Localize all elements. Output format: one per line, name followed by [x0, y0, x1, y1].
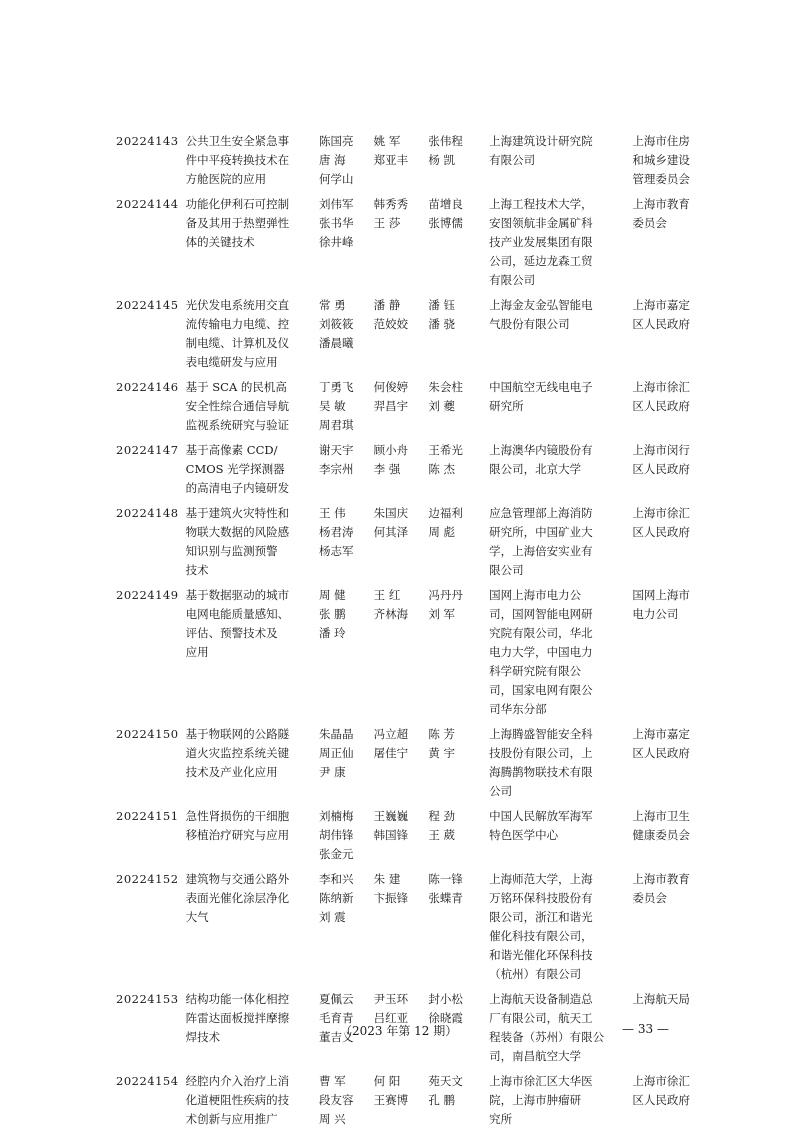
project-id: 20224148 — [116, 506, 179, 520]
table-row — [112, 296, 712, 372]
project-id: 20224150 — [116, 727, 179, 741]
project-name: 公共卫生安全紧急事 件中平疫转换技术在 方舱医院的应用 — [185, 134, 290, 186]
members-col1: 李和兴 陈纳新 刘 震 — [318, 872, 354, 924]
table-row — [112, 586, 712, 719]
project-name: 基于建筑火灾特性和 物联大数据的风险感 知识别与监测预警 技术 — [185, 506, 290, 577]
members-col3: 潘 钰 潘 骁 — [428, 298, 456, 331]
members-col3: 封小松 徐晓霞 — [428, 992, 463, 1025]
members-col3: 张伟程 杨 凯 — [428, 134, 463, 167]
organization: 中国航空无线电电子 研究所 — [489, 380, 593, 413]
project-id: 20224143 — [116, 134, 179, 148]
members-col1: 刘楠梅 胡伟锋 张金元 — [318, 809, 354, 861]
members-col3: 苑天文 孔 鹏 — [428, 1074, 463, 1107]
project-id: 20224147 — [116, 443, 179, 457]
table-row — [112, 807, 712, 864]
project-id: 20224149 — [116, 588, 179, 602]
members-col2: 王巍巍 韩国锋 — [373, 809, 409, 842]
project-name: 经腔内介入治疗上消 化道梗阻性疾病的技 术创新与应用推广 — [185, 1074, 290, 1126]
project-id: 20224153 — [116, 992, 179, 1006]
organization: 上海腾盛智能安全科 技股份有限公司，上 海腾鹊物联技术有限 公司 — [489, 727, 593, 798]
recommender: 上海市嘉定 区人民政府 — [632, 727, 690, 760]
members-col1: 王 伟 杨君涛 杨志军 — [318, 506, 354, 558]
project-id: 20224152 — [116, 872, 179, 886]
organization: 上海市徐汇区大华医 院，上海市肿瘤研 究所 — [489, 1074, 593, 1126]
project-name: 光伏发电系统用交直 流传输电力电缆、控 制电缆、计算机及仪 表电缆研发与应用 — [185, 298, 290, 369]
table-row — [112, 725, 712, 801]
project-name: 基于物联网的公路隧 道火灾监控系统关键 技术及产业化应用 — [185, 727, 290, 779]
members-col2: 冯立超 屠佳宁 — [373, 727, 409, 760]
members-col3: 苗增良 张博儒 — [428, 197, 463, 230]
table-row — [112, 870, 712, 984]
project-name: 建筑物与交通公路外 表面光催化涂层净化 大气 — [185, 872, 290, 924]
project-name: 急性肾损伤的干细胞 移植治疗研究与应用 — [185, 809, 290, 842]
project-name: 基于数据驱动的城市 电网电能质量感知、 评估、预警技术及 应用 — [185, 588, 290, 659]
recommender: 上海市徐汇 区人民政府 — [632, 1074, 690, 1107]
members-col2: 韩秀秀 王 莎 — [373, 197, 409, 230]
recommender: 上海市住房 和城乡建设 管理委员会 — [632, 134, 690, 186]
members-col2: 潘 静 范姣姣 — [373, 298, 409, 331]
project-name: 功能化伊利石可控制 备及其用于热塑弹性 体的关键技术 — [185, 197, 290, 249]
project-id: 20224144 — [116, 197, 179, 211]
recommender: 上海市教育 委员会 — [632, 872, 690, 905]
organization: 上海师范大学，上海 万铭环保科技股份有 限公司，浙江和谐光 催化科技有限公司， 和谐光催化环保科技 （杭州）有限公司 — [489, 872, 593, 981]
members-col2: 姚 军 郑亚丰 — [373, 134, 409, 167]
recommender: 上海市嘉定 区人民政府 — [632, 298, 690, 331]
members-col2: 何 阳 王赛博 — [373, 1074, 409, 1107]
project-name: 结构功能一体化相控 阵雷达面板搅拌摩擦 焊技术 — [185, 992, 290, 1044]
recommender: 国网上海市 电力公司 — [632, 588, 690, 621]
members-col2: 朱国庆 何其泽 — [373, 506, 409, 539]
members-col3: 冯丹丹 刘 军 — [428, 588, 463, 621]
recommender: 上海市卫生 健康委员会 — [632, 809, 690, 842]
organization: 上海澳华内镜股份有 限公司，北京大学 — [489, 443, 593, 476]
organization: 中国人民解放军海军 特色医学中心 — [489, 809, 593, 842]
members-col3: 王希光 陈 杰 — [428, 443, 463, 476]
recommender: 上海航天局 — [632, 992, 690, 1006]
members-col1: 朱晶晶 周正仙 尹 康 — [318, 727, 354, 779]
members-col3: 程 劲 王 葳 — [428, 809, 456, 842]
organization: 国网上海市电力公 司，国网智能电网研 究院有限公司，华北 电力大学，中国电力 科学研究院有限公 司，国家电网有限公 司华东分部 — [489, 588, 593, 716]
table-row — [112, 132, 712, 189]
project-name: 基于 SCA 的民机高 安全性综合通信导航 监视系统研究与验证 — [185, 380, 290, 432]
page-footer — [0, 1022, 793, 1046]
table-row — [112, 441, 712, 498]
members-col1: 夏佩云 毛育青 董吉义 — [318, 992, 354, 1044]
members-col2: 朱 建 卞振锋 — [373, 872, 409, 905]
members-col1: 丁勇飞 吴 敏 周君琪 — [318, 380, 354, 432]
award-table — [112, 132, 712, 1135]
table-row — [112, 195, 712, 290]
recommender: 上海市闵行 区人民政府 — [632, 443, 690, 476]
page-number: — 33 — — [622, 1022, 669, 1036]
members-col2: 王 红 齐林海 — [373, 588, 409, 621]
members-col3: 朱会柱 刘 夔 — [428, 380, 463, 413]
table-row — [112, 1072, 712, 1129]
members-col1: 周 健 张 鹏 潘 玲 — [318, 588, 346, 640]
recommender: 上海市徐汇 区人民政府 — [632, 506, 690, 539]
members-col1: 曹 军 段友容 周 兴 — [318, 1074, 354, 1126]
members-col1: 谢天宇 李宗州 — [318, 443, 354, 476]
organization: 上海金友金弘智能电 气股份有限公司 — [489, 298, 593, 331]
members-col1: 刘伟军 张书华 徐井峰 — [318, 197, 354, 249]
table-row — [112, 504, 712, 580]
members-col2: 顾小舟 李 强 — [373, 443, 409, 476]
organization: 应急管理部上海消防 研究所，中国矿业大 学，上海倍安实业有 限公司 — [489, 506, 593, 577]
members-col3: 陈 芳 黄 宇 — [428, 727, 456, 760]
members-col3: 陈一锋 张蝶青 — [428, 872, 463, 905]
project-id: 20224151 — [116, 809, 179, 823]
members-col2: 尹玉环 吕红亚 — [373, 992, 409, 1025]
organization: 上海建筑设计研究院 有限公司 — [489, 134, 593, 167]
organization: 上海航天设备制造总 厂有限公司，航天工 程装备（苏州）有限公 司，南昌航空大学 — [489, 992, 605, 1063]
members-col2: 何俊婷 羿昌宇 — [373, 380, 409, 413]
members-col1: 陈国亮 唐 海 何学山 — [318, 134, 354, 186]
issue-label: （2023 年第 12 期） — [340, 1024, 458, 1038]
project-id: 20224145 — [116, 298, 179, 312]
organization: 上海工程技术大学， 安图领航非金属矿科 技产业发展集团有限 公司，延边龙森工贸 有限公司 — [489, 197, 593, 287]
table-row — [112, 378, 712, 435]
recommender: 上海市教育 委员会 — [632, 197, 690, 230]
project-name: 基于高像素 CCD/ CMOS 光学探测器 的高清电子内镜研发 — [185, 443, 290, 495]
members-col3: 边福利 周 彪 — [428, 506, 463, 539]
project-id: 20224154 — [116, 1074, 179, 1088]
members-col1: 常 勇 刘筱筱 潘晨曦 — [318, 298, 354, 350]
recommender: 上海市徐汇 区人民政府 — [632, 380, 690, 413]
project-id: 20224146 — [116, 380, 179, 394]
